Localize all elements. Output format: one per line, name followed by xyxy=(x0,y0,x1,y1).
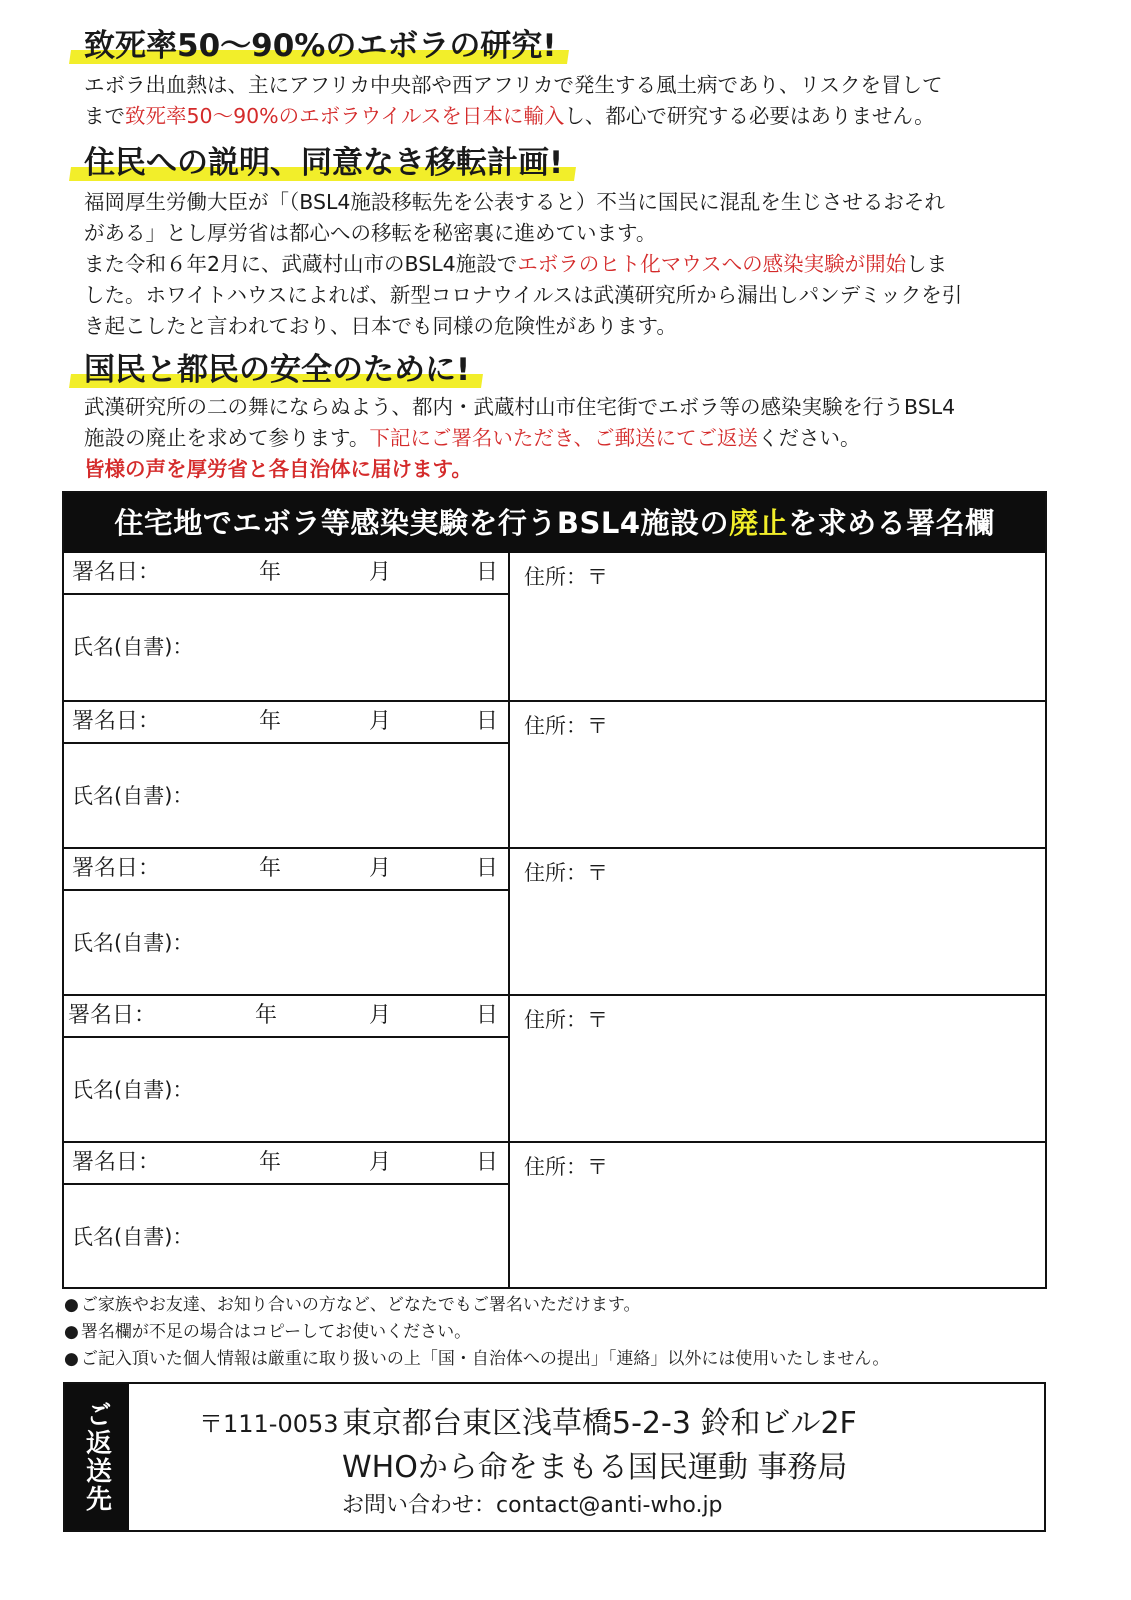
section-heading-2: 住民への説明、同意なき移転計画! xyxy=(84,143,569,183)
section-heading-3: 国民と都民の安全のために! xyxy=(84,350,476,390)
mailing-address: 東京都台東区浅草橋5-2-3 鈴和ビル2F xyxy=(342,1406,857,1441)
month-label: 月 xyxy=(369,560,392,585)
contact-email[interactable]: contact@anti-who.jp xyxy=(496,1493,723,1518)
note-item: ● 署名欄が不足の場合はコピーしてお使いください。 xyxy=(64,1319,889,1346)
signature-date-field[interactable] xyxy=(64,553,508,595)
year-label: 年 xyxy=(259,1150,282,1175)
postal-code: 〒111-0053 xyxy=(199,1410,339,1438)
year-label: 年 xyxy=(259,709,282,734)
section-body-2: 福岡厚生労働大臣が「（BSL4施設移転先を公表すると）不当に国民に混乱を生じさせるおそれ がある」とし厚労省は都心への移転を秘密裏に進めています。 また令和６年2月に、武蔵村山市のBSL4施設でエボラのヒト化マウスへの感染実験が開始しま した。ホワイトハウスによれば、新型コロナウイルスは武漢研究所から漏出しパンデミックを引 き起こしたと言われており、日本でも同様の危険性があります。 xyxy=(84,190,963,338)
name-field[interactable]: 氏名(自書)： xyxy=(72,1078,194,1102)
signature-row xyxy=(64,553,1045,700)
month-label: 月 xyxy=(369,709,392,734)
contact-label: お問い合わせ： xyxy=(342,1493,497,1518)
section-heading-1: 致死率50〜90%のエボラの研究! xyxy=(84,26,562,66)
notes-list xyxy=(64,1292,889,1373)
signature-date-field[interactable] xyxy=(64,996,508,1038)
year-label: 年 xyxy=(259,856,282,881)
month-label: 月 xyxy=(369,856,392,881)
signature-table xyxy=(62,491,1047,1289)
contact-line xyxy=(342,1488,723,1519)
signature-row xyxy=(64,847,1045,994)
section-relocation-plan xyxy=(84,143,1051,342)
section-body-1: エボラ出血熱は、主にアフリカ中央部や西アフリカで発生する風土病であり、リスクを冒して まで致死率50〜90%のエボラウイルスを日本に輸入し、都心で研究する必要はありません。 xyxy=(84,73,943,128)
name-field[interactable]: 氏名(自書)： xyxy=(72,931,194,955)
address-field[interactable]: 住所：〒 xyxy=(524,565,608,589)
name-field[interactable]: 氏名(自書)： xyxy=(72,635,194,659)
signature-row xyxy=(64,1141,1045,1288)
signature-row xyxy=(64,994,1045,1141)
signature-date-field[interactable] xyxy=(64,702,508,744)
address-field[interactable]: 住所：〒 xyxy=(524,861,608,885)
section-ebola-research xyxy=(84,26,1051,132)
address-field[interactable]: 住所：〒 xyxy=(524,1008,608,1032)
signature-row-left xyxy=(64,702,510,847)
return-address-label: ご返送先 xyxy=(65,1384,129,1530)
signature-row-left xyxy=(64,1143,510,1288)
month-label: 月 xyxy=(369,1150,392,1175)
day-label: 日 xyxy=(476,856,499,881)
name-field[interactable]: 氏名(自書)： xyxy=(72,1225,194,1249)
section-body-3: 武漢研究所の二の舞にならぬよう、都内・武蔵村山市住宅街でエボラ等の感染実験を行うBSL4 施設の廃止を求めて参ります。下記にご署名いただき、ご郵送にてご返送ください。 皆様の声を厚労省と各自治体に届けます。 xyxy=(84,395,956,481)
signature-date-field[interactable] xyxy=(64,849,508,891)
address-field[interactable]: 住所：〒 xyxy=(524,714,608,738)
date-label: 署名日： xyxy=(68,1003,157,1028)
section-safety xyxy=(84,350,1051,485)
date-label: 署名日： xyxy=(72,560,161,585)
date-label: 署名日： xyxy=(72,709,161,734)
day-label: 日 xyxy=(476,1003,499,1028)
date-label: 署名日： xyxy=(72,856,161,881)
year-label: 年 xyxy=(255,1003,278,1028)
month-label: 月 xyxy=(369,1003,392,1028)
year-label: 年 xyxy=(259,560,282,585)
organization-name: WHOから命をまもる国民運動 事務局 xyxy=(342,1450,848,1485)
signature-date-field[interactable] xyxy=(64,1143,508,1185)
address-field[interactable]: 住所：〒 xyxy=(524,1155,608,1179)
note-item: ● ご家族やお友達、お知り合いの方など、どなたでもご署名いただけます。 xyxy=(64,1292,889,1319)
date-label: 署名日： xyxy=(72,1150,161,1175)
note-item: ● ご記入頂いた個人情報は厳重に取り扱いの上「国・自治体への提出」「連絡」以外には使用いたしません。 xyxy=(64,1346,889,1373)
day-label: 日 xyxy=(476,709,499,734)
signature-row-left xyxy=(64,553,510,700)
signature-row-left xyxy=(64,996,510,1141)
name-field[interactable]: 氏名(自書)： xyxy=(72,784,194,808)
signature-rows xyxy=(64,553,1045,1288)
signature-row-left xyxy=(64,849,510,994)
day-label: 日 xyxy=(476,560,499,585)
signature-table-header: 住宅地でエボラ等感染実験を行うBSL4施設の廃止を求める署名欄 xyxy=(64,493,1045,553)
return-address-box xyxy=(63,1382,1046,1532)
signature-row xyxy=(64,700,1045,847)
day-label: 日 xyxy=(476,1150,499,1175)
